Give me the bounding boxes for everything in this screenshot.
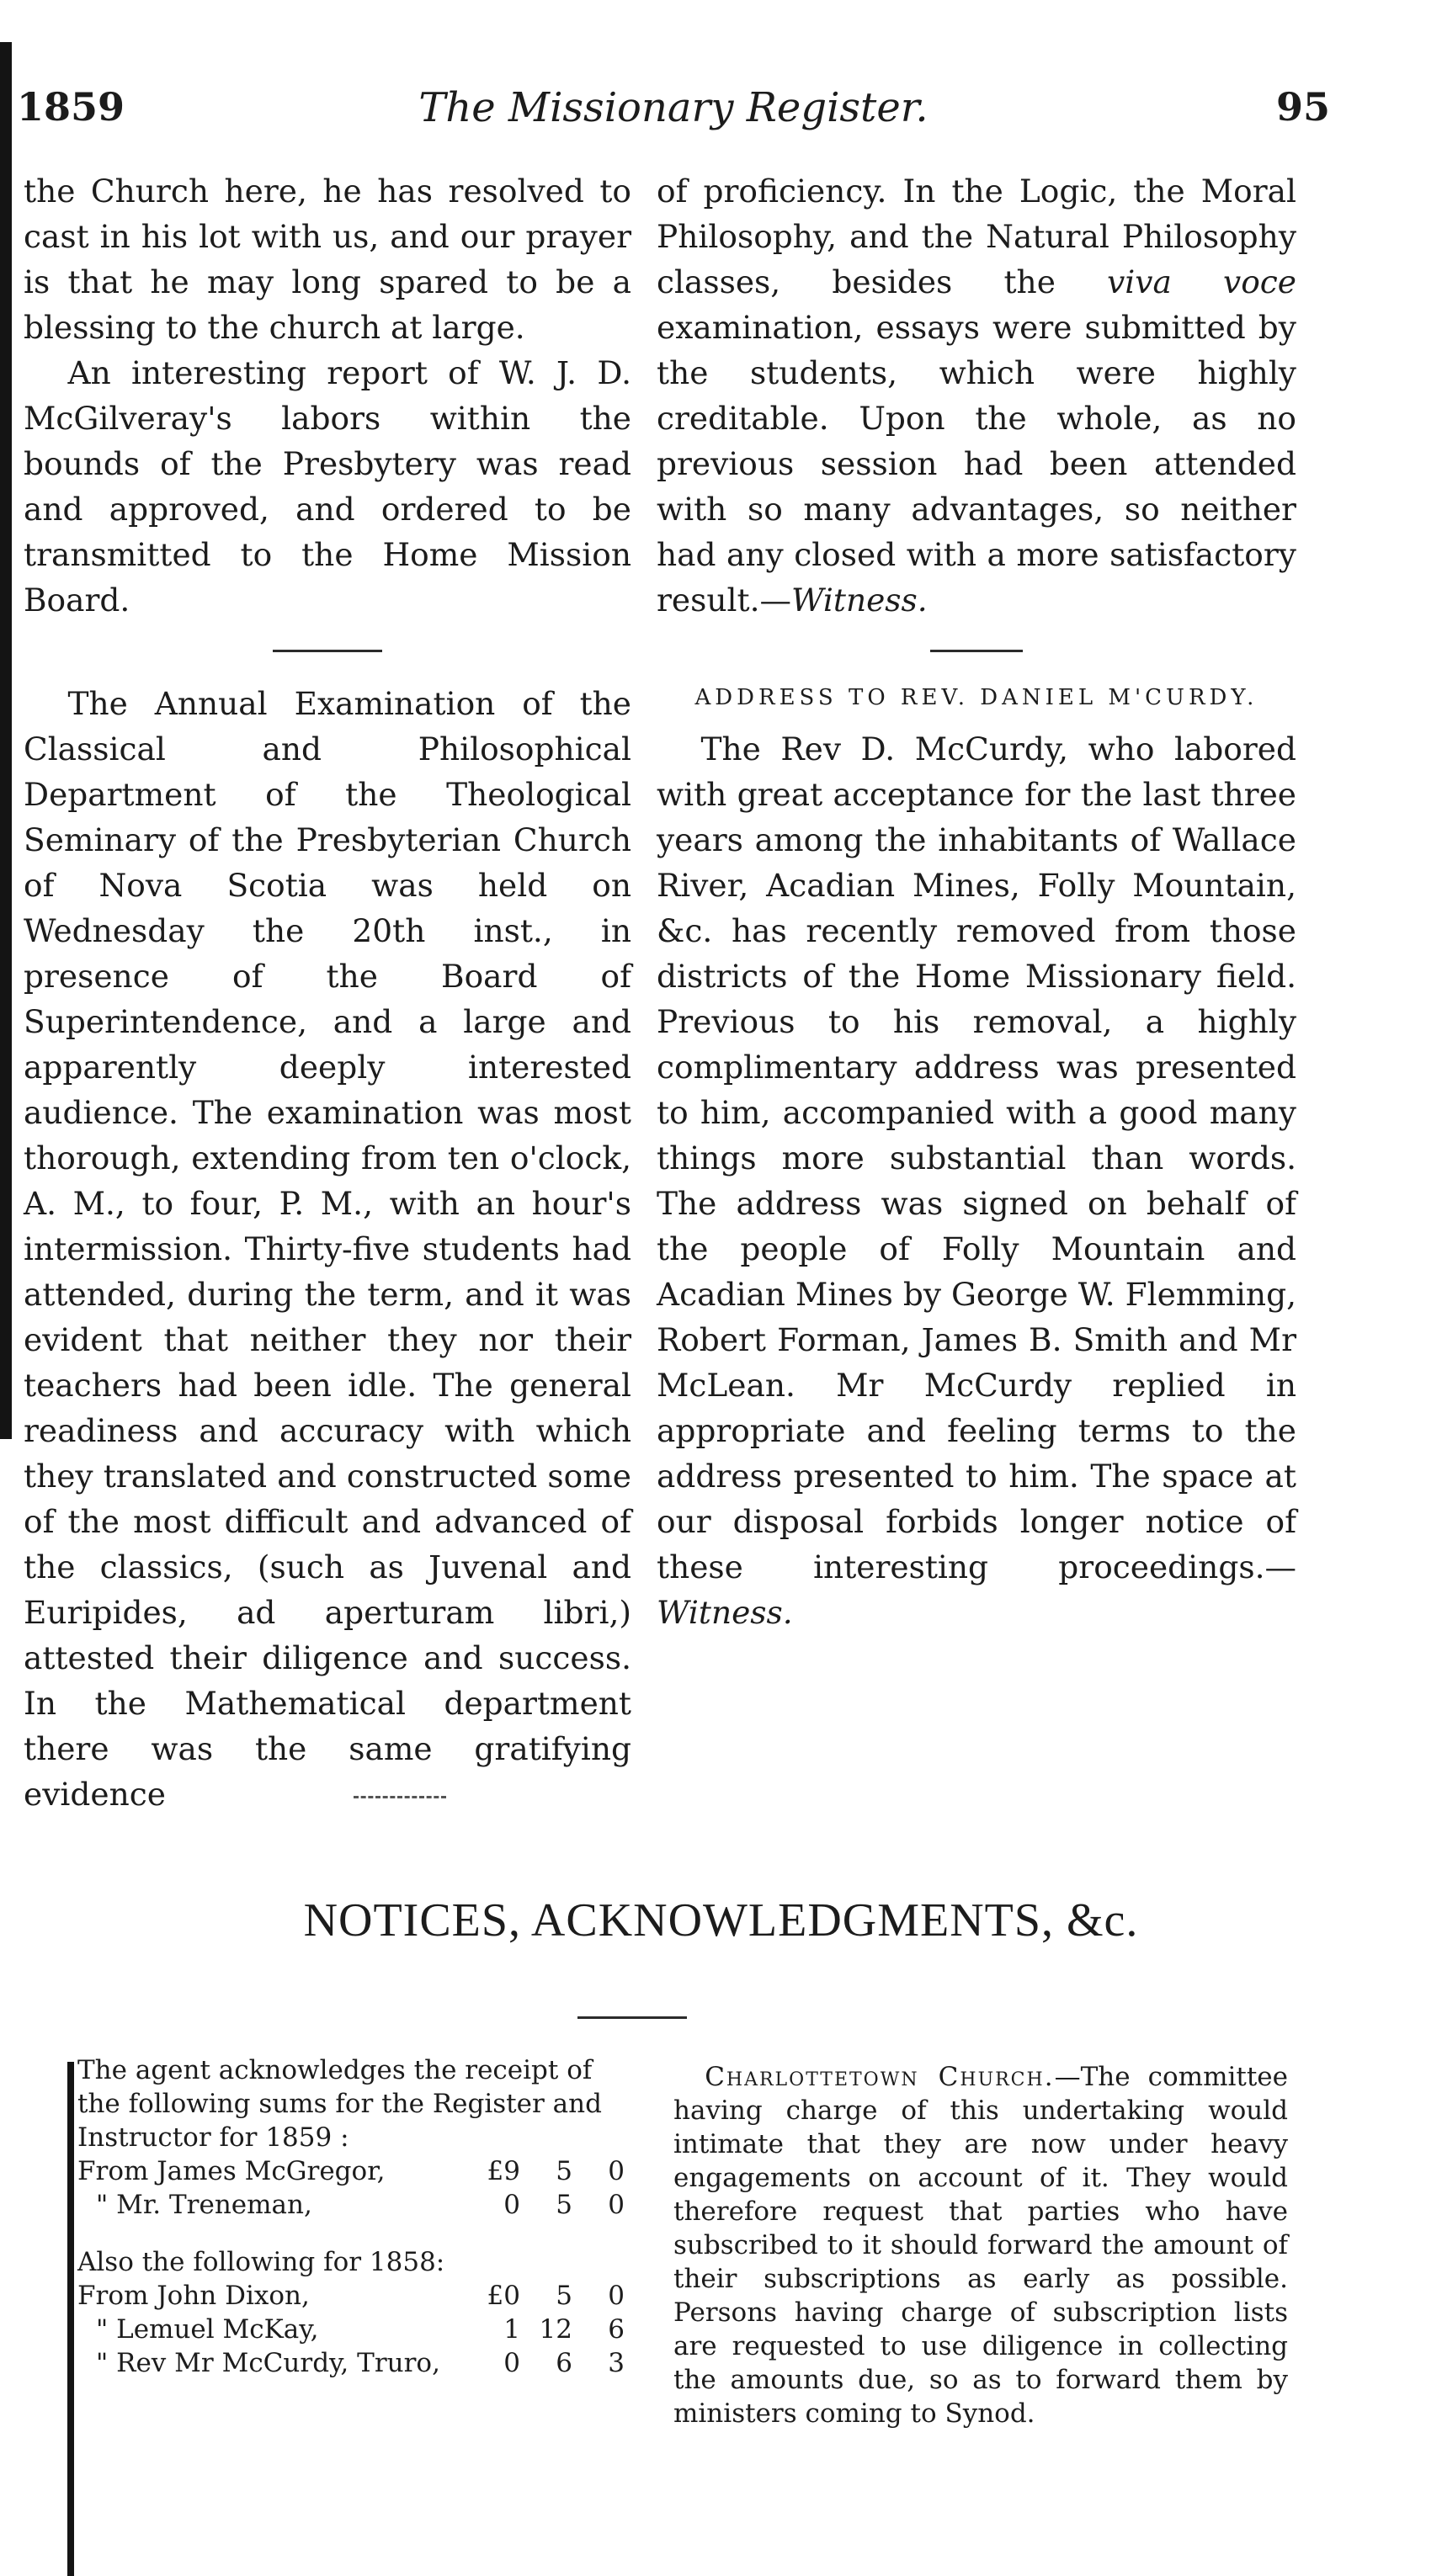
ack-row <box>77 2313 625 2346</box>
left-paragraph-2: An interesting report of W. J. D. McGilveray's labors within the bounds of the Presbytery was read and approved, and ordered to be transmitted to the Home Mission Board. <box>24 354 631 619</box>
ack-name: " Mr. Treneman, <box>96 2190 312 2220</box>
source-witness: Witness. <box>791 582 928 619</box>
header-year: 1859 <box>17 84 125 130</box>
ack-shillings: 6 <box>556 2348 572 2378</box>
notices-rule <box>577 2016 687 2019</box>
acknowledgments-block <box>77 2053 625 2380</box>
ack-row <box>77 2279 625 2313</box>
ack-pounds: 0 <box>503 2190 520 2220</box>
ack-row <box>77 2188 625 2222</box>
dashed-divider <box>354 1796 446 1798</box>
ack-pence: 6 <box>608 2314 625 2345</box>
ack-name: " Rev Mr McCurdy, Truro, <box>96 2348 440 2378</box>
ack-pence: 0 <box>608 2281 625 2311</box>
church-notice-text: —The committee having charge of this undertaking would intimate that they are now under heavy engagements on account of it. They would therefore request that parties who have subscribed to it should forward the amount of their subscriptions as early as possible. Persons having charge of subscription lists are requested to use diligence in collecting the amounts due, so as to forward them by ministers coming to Synod. <box>673 2062 1288 2429</box>
church-notice-paragraph <box>673 2060 1288 2430</box>
address-heading: ADDRESS TO REV. DANIEL M'CURDY. <box>694 685 1258 710</box>
ack-row <box>77 2154 625 2188</box>
binding-rule-lower <box>67 2062 74 2576</box>
mccurdy-article-text: The Rev D. McCurdy, who labored with great acceptance for the last three years among the inhabitants of Wallace River, Acadian Mines, Folly Mountain, &c. has recently removed from those districts of the Home Missionary field. Previous to his removal, a highly complimentary address was presented to him, accompanied with a good many things more substantial than words. The address was signed on behalf of the people of Folly Mountain and Acadian Mines by George W. Flemming, Robert Forman, James B. Smith and Mr McLean. Mr McCurdy replied in appropriate and feeling terms to the address presented to him. The space at our disposal forbids longer notice of these interesting proceedings.— <box>657 730 1296 1585</box>
ack-pounds: £0 <box>487 2281 520 2311</box>
ack-shillings: 12 <box>539 2314 572 2345</box>
ack-name: " Lemuel McKay, <box>96 2314 319 2345</box>
left-paragraph-1: the Church here, he has resolved to cast in his lot with us, and our prayer is that he may long spared to be a blessing to the church at large. <box>24 173 631 346</box>
right-column <box>657 168 1296 1635</box>
header-title: The Missionary Register. <box>418 84 929 131</box>
header-page-number: 95 <box>1275 84 1330 130</box>
left-column <box>24 168 631 1817</box>
ack-name: From John Dixon, <box>77 2281 310 2311</box>
acknowledgment-intro: The agent acknowledges the receipt of the following sums for the Register and Instructor for 1859 : <box>77 2055 602 2153</box>
ack-pence: 0 <box>608 2156 625 2186</box>
ack-shillings: 5 <box>556 2190 572 2220</box>
charlottetown-church-notice <box>673 2060 1288 2430</box>
source-witness: Witness. <box>657 1594 793 1631</box>
ack-pounds: 1 <box>503 2314 520 2345</box>
ack-shillings: 5 <box>556 2281 572 2311</box>
ack-pounds: £9 <box>487 2156 520 2186</box>
seminary-examination-article: The Annual Examination of the Classical and Philosophical Department of the Theological Seminary of the Presbyterian Church of Nova Scotia was held on Wednesday the 20th inst., in presence of the Board of Superintendence, and a large and apparently deeply interested audience. The examination was most thorough, extending from ten o'clock, A. M., to four, P. M., with an hour's intermission. Thirty-five students had attended, during the term, and it was evident that neither they nor their teachers had been idle. The general readiness and accuracy with which they translated and constructed some of the most difficult and advanced of the classics, (such as Juvenal and Euripides, ad aperturam libri,) attested their diligence and success. In the Mathematical department there was the same gratifying evidence <box>24 685 631 1813</box>
ack-pounds: 0 <box>503 2348 520 2378</box>
section-rule <box>930 650 1023 652</box>
ack-pence: 0 <box>608 2190 625 2220</box>
right-paragraph-1-text: of proficiency. In the Logic, the Moral Philosophy, and the Natural Philosophy classes, besides the <box>657 173 1296 300</box>
ack-pence: 3 <box>608 2348 625 2378</box>
notices-title: NOTICES, ACKNOWLEDGMENTS, &c. <box>303 1894 1139 1947</box>
church-notice-heading: Charlottetown Church. <box>705 2062 1055 2092</box>
ack-name: From James McGregor, <box>77 2156 386 2186</box>
ack-shillings: 5 <box>556 2156 572 2186</box>
acknowledgment-intro-1858: Also the following for 1858: <box>77 2247 445 2277</box>
right-paragraph-1-text-cont: examination, essays were submitted by the students, which were highly creditable. Upon the whole, as no previous session had been attended with so many advantages, so neither had any closed with a more satisfactory result.— <box>657 309 1296 619</box>
right-paragraph-1 <box>657 168 1296 623</box>
ack-row <box>77 2346 625 2380</box>
mccurdy-address-article <box>657 726 1296 1635</box>
viva-voce-italic: viva voce <box>1107 263 1296 300</box>
section-rule <box>273 650 382 652</box>
binding-rule <box>0 42 12 1439</box>
running-head <box>17 84 1330 151</box>
